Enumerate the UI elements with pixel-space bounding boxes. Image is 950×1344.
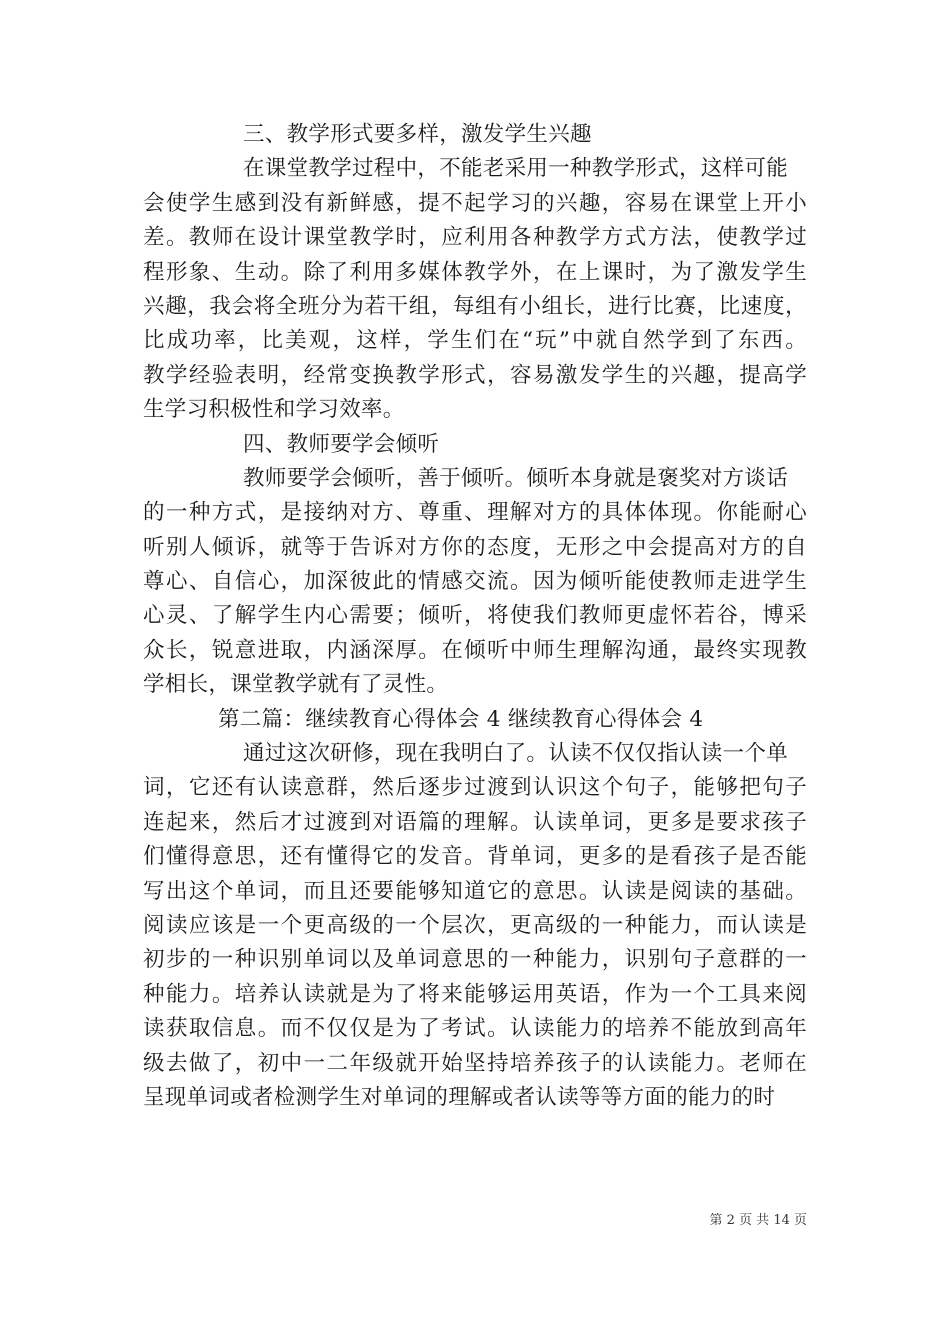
paragraph-line: 通过这次研修，现在我明白了。认读不仅仅指认读一个单 (243, 741, 789, 767)
paragraph-line: 众 长 ， 锐 意 进 取 ， 内 涵 深 厚 。 在 倾 听 中 师 生 理 解 沟 通 ， 最 终 实 现 教 (143, 637, 807, 663)
paragraph-line: 们 懂 得 意 思 ， 还 有 懂 得 它 的 发 音 。 背 单 词 ， 更 多 的 是 看 孩 子 是 否 能 (143, 844, 807, 870)
paragraph-line: 差 。 教 师 在 设 计 课 堂 教 学 时 ， 应 利 用 各 种 教 学 方 式 方 法 ， 使 教 学 过 (143, 225, 807, 251)
paragraph-line: 阅 读 应 该 是 一 个 更 高 级 的 一 个 层 次 ， 更 高 级 的 一 种 能 力 ， 而 认 读 是 (143, 912, 807, 938)
paragraph-line: 呈现单词或者检测学生对单词的理解或者认读等等方面的能力的时 (143, 1084, 776, 1110)
document-body (143, 118, 807, 1115)
paragraph-line: 教师要学会倾听，善于倾听。倾听本身就是褒奖对方谈话 (243, 465, 789, 491)
section-heading: 四、教师要学会倾听 (243, 431, 440, 457)
section-heading: 第二篇：继续教育心得体会 4 继续教育心得体会 4 (218, 706, 704, 732)
paragraph-line: 生学习积极性和学习效率。 (143, 397, 405, 423)
paragraph-line: 尊 心 、 自 信 心 ， 加 深 彼 此 的 情 感 交 流 。 因 为 倾 听 能 使 教 师 走 进 学 生 (143, 569, 807, 595)
paragraph-line: 兴 趣 ， 我 会 将 全 班 分 为 若 干 组 ， 每 组 有 小 组 长 ， 进 行 比 赛 ， 比 速 度 ， (143, 293, 807, 319)
paragraph-line: 读 获 取 信 息 。 而 不 仅 仅 是 为 了 考 试 。 认 读 能 力 的 培 养 不 能 放 到 高 年 (143, 1016, 807, 1042)
paragraph-line: 级 去 做 了 ， 初 中 一 二 年 级 就 开 始 坚 持 培 养 孩 子 的 认 读 能 力 。 老 师 在 (143, 1050, 807, 1076)
paragraph-line: 种 能 力 。 培 养 认 读 就 是 为 了 将 来 能 够 运 用 英 语 ， 作 为 一 个 工 具 来 阅 (143, 981, 807, 1007)
paragraph-line: 会 使 学 生 感 到 没 有 新 鲜 感 ， 提 不 起 学 习 的 兴 趣 ， 容 易 在 课 堂 上 开 小 (143, 190, 807, 216)
paragraph-line: 程 形 象 、 生 动 。 除 了 利 用 多 媒 体 教 学 外 ， 在 上 课 时 ， 为 了 激 发 学 生 (143, 259, 807, 285)
paragraph-line: 学相长，课堂教学就有了灵性。 (143, 672, 449, 698)
paragraph-line: 心 灵 、 了 解 学 生 内 心 需 要 ； 倾 听 ， 将 使 我 们 教 师 更 虚 怀 若 谷 ， 博 采 (143, 603, 807, 629)
paragraph-line: 比 成 功 率 ， 比 美 观 ， 这 样 ， 学 生 们 在 “ 玩 ” 中 就 自 然 学 到 了 东 西 。 (143, 328, 807, 354)
paragraph-line: 写 出 这 个 单 词 ， 而 且 还 要 能 够 知 道 它 的 意 思 。 认 读 是 阅 读 的 基 础 。 (143, 878, 807, 904)
paragraph-line: 教 学 经 验 表 明 ， 经 常 变 换 教 学 形 式 ， 容 易 激 发 学 生 的 兴 趣 ， 提 高 学 (143, 362, 807, 388)
section-heading: 三、教学形式要多样，激发学生兴趣 (243, 122, 592, 147)
paragraph-line: 听 别 人 倾 诉 ， 就 等 于 告 诉 对 方 你 的 态 度 ， 无 形 之 中 会 提 高 对 方 的 自 (143, 534, 807, 560)
paragraph-line: 在课堂教学过程中，不能老采用一种教学形式，这样可能 (243, 156, 789, 182)
paragraph-line: 连 起 来 ， 然 后 才 过 渡 到 对 语 篇 的 理 解 。 认 读 单 词 ， 更 多 是 要 求 孩 子 (143, 809, 807, 835)
paragraph-line: 的 一 种 方 式 ， 是 接 纳 对 方 、 尊 重 、 理 解 对 方 的 具 体 体 现 。 你 能 耐 心 (143, 500, 807, 526)
paragraph-line: 初 步 的 一 种 识 别 单 词 以 及 单 词 意 思 的 一 种 能 力 ， 识 别 句 子 意 群 的 一 (143, 947, 807, 973)
paragraph-line: 词 ， 它 还 有 认 读 意 群 ， 然 后 逐 步 过 渡 到 认 识 这 个 句 子 ， 能 够 把 句 子 (143, 775, 807, 801)
page-number-footer: 第 2 页 共 14 页 (709, 1213, 807, 1228)
